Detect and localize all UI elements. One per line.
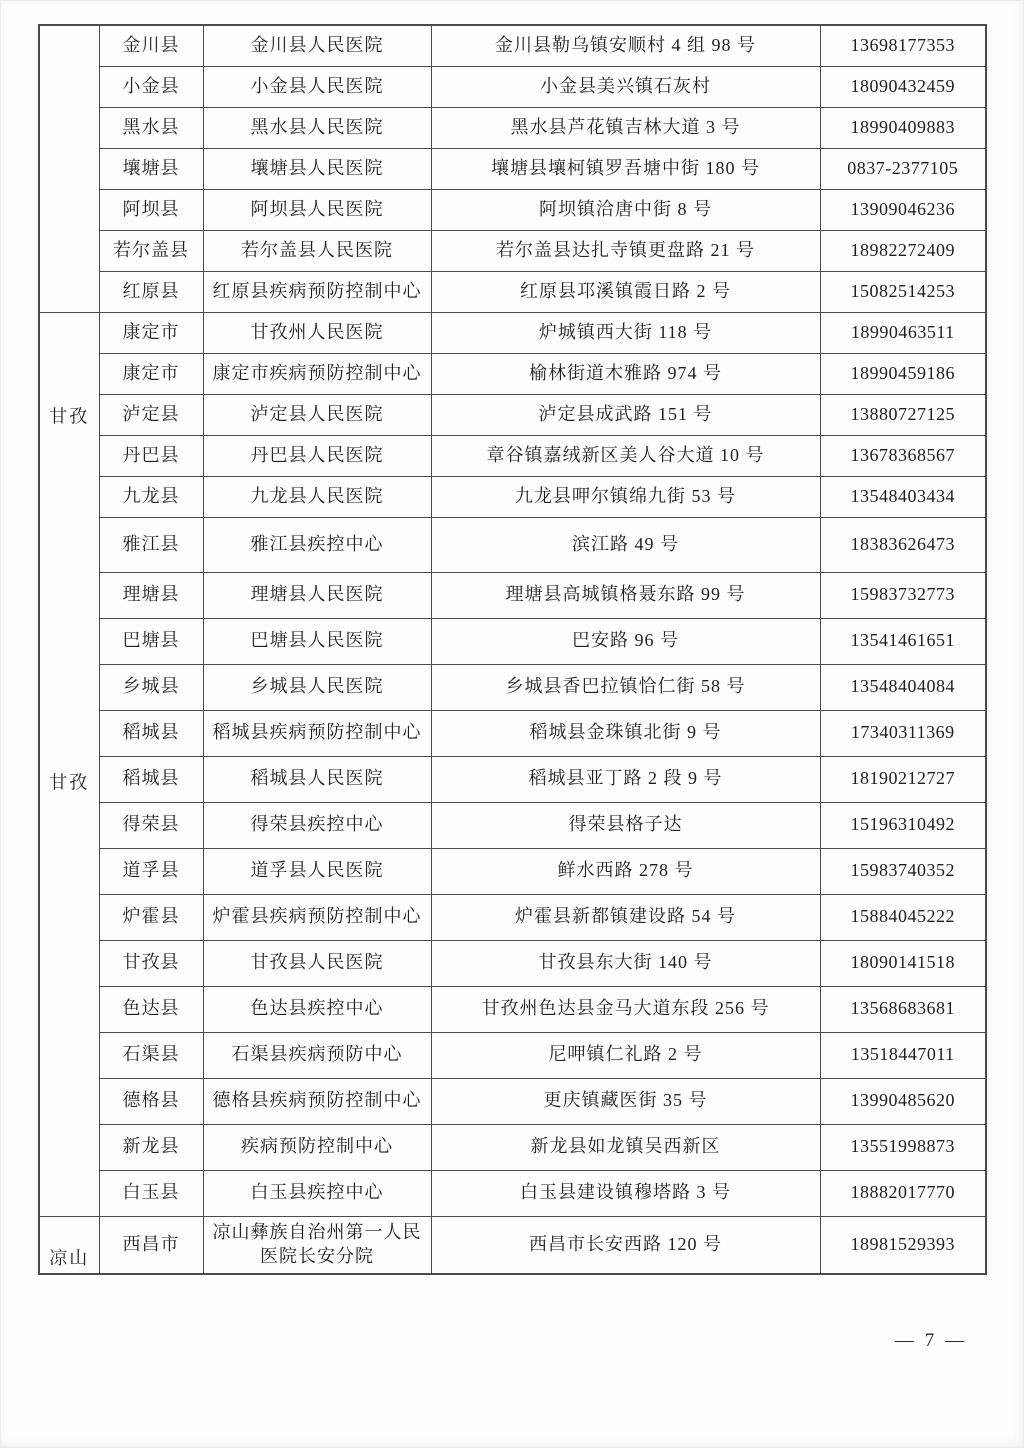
address-cell: 泸定县成武路 151 号	[431, 394, 820, 435]
phone-cell: 13541461651	[820, 618, 986, 664]
phone-cell: 18383626473	[820, 517, 986, 572]
institution-cell: 理塘县人民医院	[203, 572, 431, 618]
address-cell: 巴安路 96 号	[431, 618, 820, 664]
institution-cell: 若尔盖县人民医院	[203, 230, 431, 271]
institution-cell: 小金县人民医院	[203, 66, 431, 107]
table-row	[39, 271, 986, 312]
phone-cell: 18981529393	[820, 1216, 986, 1274]
county-cell: 色达县	[99, 986, 203, 1032]
prefecture-label-wrap	[40, 1217, 99, 1274]
phone-cell: 13551998873	[820, 1124, 986, 1170]
table-row	[39, 572, 986, 618]
table-row	[39, 986, 986, 1032]
contact-table	[38, 24, 987, 1275]
county-cell: 康定市	[99, 312, 203, 353]
address-cell: 榆林街道木雅路 974 号	[431, 353, 820, 394]
phone-cell: 13698177353	[820, 25, 986, 66]
table-row	[39, 476, 986, 517]
page-number	[856, 1330, 1006, 1352]
table-row	[39, 107, 986, 148]
table-row	[39, 1078, 986, 1124]
table-row	[39, 1170, 986, 1216]
table-row	[39, 394, 986, 435]
institution-cell: 得荣县疾控中心	[203, 802, 431, 848]
county-cell: 得荣县	[99, 802, 203, 848]
institution-cell: 阿坝县人民医院	[203, 189, 431, 230]
county-cell: 炉霍县	[99, 894, 203, 940]
phone-cell: 13568683681	[820, 986, 986, 1032]
prefecture-cell	[39, 1216, 99, 1274]
prefecture-label-wrap	[40, 313, 99, 1216]
phone-cell: 0837-2377105	[820, 148, 986, 189]
table-row	[39, 189, 986, 230]
table-row	[39, 148, 986, 189]
institution-cell: 稻城县人民医院	[203, 756, 431, 802]
prefecture-cell	[39, 312, 99, 1216]
institution-cell: 石渠县疾病预防中心	[203, 1032, 431, 1078]
county-cell: 若尔盖县	[99, 230, 203, 271]
institution-cell: 德格县疾病预防控制中心	[203, 1078, 431, 1124]
prefecture-label: 甘孜	[49, 406, 90, 427]
phone-cell: 13548403434	[820, 476, 986, 517]
county-cell: 丹巴县	[99, 435, 203, 476]
address-cell: 若尔盖县达扎寺镇更盘路 21 号	[431, 230, 820, 271]
prefecture-label: 凉山	[49, 1247, 90, 1268]
address-cell: 西昌市长安西路 120 号	[431, 1216, 820, 1274]
address-cell: 乡城县香巴拉镇恰仁街 58 号	[431, 664, 820, 710]
address-cell: 更庆镇藏医街 35 号	[431, 1078, 820, 1124]
table-row	[39, 1216, 986, 1274]
address-cell: 新龙县如龙镇吴西新区	[431, 1124, 820, 1170]
institution-cell: 疾病预防控制中心	[203, 1124, 431, 1170]
table-row	[39, 802, 986, 848]
county-cell: 阿坝县	[99, 189, 203, 230]
county-cell: 九龙县	[99, 476, 203, 517]
table-row	[39, 618, 986, 664]
table-row	[39, 25, 986, 66]
phone-cell: 15082514253	[820, 271, 986, 312]
phone-cell: 13548404084	[820, 664, 986, 710]
address-cell: 炉城镇西大街 118 号	[431, 312, 820, 353]
address-cell: 炉霍县新都镇建设路 54 号	[431, 894, 820, 940]
address-cell: 稻城县金珠镇北街 9 号	[431, 710, 820, 756]
phone-cell: 15884045222	[820, 894, 986, 940]
county-cell: 巴塘县	[99, 618, 203, 664]
county-cell: 白玉县	[99, 1170, 203, 1216]
institution-cell: 炉霍县疾病预防控制中心	[203, 894, 431, 940]
address-cell: 金川县勒乌镇安顺村 4 组 98 号	[431, 25, 820, 66]
institution-cell: 巴塘县人民医院	[203, 618, 431, 664]
page-number-text: — 7 —	[895, 1330, 967, 1351]
institution-cell: 九龙县人民医院	[203, 476, 431, 517]
institution-cell: 稻城县疾病预防控制中心	[203, 710, 431, 756]
county-cell: 红原县	[99, 271, 203, 312]
county-cell: 壤塘县	[99, 148, 203, 189]
table-row	[39, 230, 986, 271]
institution-cell: 黑水县人民医院	[203, 107, 431, 148]
table-row	[39, 664, 986, 710]
institution-cell: 金川县人民医院	[203, 25, 431, 66]
prefecture-label: 甘孜	[49, 772, 90, 793]
county-cell: 黑水县	[99, 107, 203, 148]
phone-cell: 18982272409	[820, 230, 986, 271]
address-cell: 理塘县高城镇格聂东路 99 号	[431, 572, 820, 618]
table-row	[39, 756, 986, 802]
institution-cell: 色达县疾控中心	[203, 986, 431, 1032]
table-row	[39, 940, 986, 986]
institution-cell: 白玉县疾控中心	[203, 1170, 431, 1216]
institution-cell: 乡城县人民医院	[203, 664, 431, 710]
table-section-1	[39, 312, 986, 1216]
phone-cell: 15196310492	[820, 802, 986, 848]
table-section-2	[39, 1216, 986, 1274]
phone-cell: 17340311369	[820, 710, 986, 756]
table-row	[39, 848, 986, 894]
address-cell: 红原县邛溪镇霞日路 2 号	[431, 271, 820, 312]
institution-cell: 丹巴县人民医院	[203, 435, 431, 476]
table-row	[39, 710, 986, 756]
county-cell: 乡城县	[99, 664, 203, 710]
phone-cell: 15983740352	[820, 848, 986, 894]
address-cell: 阿坝镇洽唐中街 8 号	[431, 189, 820, 230]
county-cell: 德格县	[99, 1078, 203, 1124]
phone-cell: 15983732773	[820, 572, 986, 618]
county-cell: 小金县	[99, 66, 203, 107]
table-row	[39, 312, 986, 353]
institution-cell: 康定市疾病预防控制中心	[203, 353, 431, 394]
address-cell: 鲜水西路 278 号	[431, 848, 820, 894]
phone-cell: 18090141518	[820, 940, 986, 986]
phone-cell: 18882017770	[820, 1170, 986, 1216]
county-cell: 新龙县	[99, 1124, 203, 1170]
county-cell: 理塘县	[99, 572, 203, 618]
institution-cell: 壤塘县人民医院	[203, 148, 431, 189]
address-cell: 甘孜县东大街 140 号	[431, 940, 820, 986]
address-cell: 壤塘县壤柯镇罗吾塘中街 180 号	[431, 148, 820, 189]
phone-cell: 18990459186	[820, 353, 986, 394]
institution-cell: 甘孜县人民医院	[203, 940, 431, 986]
table-row	[39, 1124, 986, 1170]
county-cell: 雅江县	[99, 517, 203, 572]
county-cell: 石渠县	[99, 1032, 203, 1078]
phone-cell: 13678368567	[820, 435, 986, 476]
phone-cell: 13990485620	[820, 1078, 986, 1124]
phone-cell: 18190212727	[820, 756, 986, 802]
table-row	[39, 353, 986, 394]
institution-cell: 甘孜州人民医院	[203, 312, 431, 353]
address-cell: 滨江路 49 号	[431, 517, 820, 572]
county-cell: 稻城县	[99, 756, 203, 802]
institution-cell: 雅江县疾控中心	[203, 517, 431, 572]
table-section-0	[39, 25, 986, 312]
table-row	[39, 517, 986, 572]
county-cell: 康定市	[99, 353, 203, 394]
phone-cell: 13909046236	[820, 189, 986, 230]
address-cell: 黑水县芦花镇吉林大道 3 号	[431, 107, 820, 148]
county-cell: 甘孜县	[99, 940, 203, 986]
address-cell: 甘孜州色达县金马大道东段 256 号	[431, 986, 820, 1032]
phone-cell: 18990409883	[820, 107, 986, 148]
address-cell: 尼呷镇仁礼路 2 号	[431, 1032, 820, 1078]
prefecture-cell	[39, 25, 99, 312]
prefecture-label-wrap	[40, 26, 99, 312]
institution-cell: 道孚县人民医院	[203, 848, 431, 894]
phone-cell: 13518447011	[820, 1032, 986, 1078]
county-cell: 金川县	[99, 25, 203, 66]
phone-cell: 18090432459	[820, 66, 986, 107]
address-cell: 九龙县呷尔镇绵九街 53 号	[431, 476, 820, 517]
phone-cell: 18990463511	[820, 312, 986, 353]
table-row	[39, 894, 986, 940]
institution-cell: 红原县疾病预防控制中心	[203, 271, 431, 312]
institution-cell: 泸定县人民医院	[203, 394, 431, 435]
address-cell: 白玉县建设镇穆塔路 3 号	[431, 1170, 820, 1216]
county-cell: 泸定县	[99, 394, 203, 435]
address-cell: 章谷镇嘉绒新区美人谷大道 10 号	[431, 435, 820, 476]
table-row	[39, 435, 986, 476]
institution-cell: 凉山彝族自治州第一人民医院长安分院	[203, 1216, 431, 1274]
county-cell: 稻城县	[99, 710, 203, 756]
address-cell: 小金县美兴镇石灰村	[431, 66, 820, 107]
county-cell: 西昌市	[99, 1216, 203, 1274]
address-cell: 稻城县亚丁路 2 段 9 号	[431, 756, 820, 802]
county-cell: 道孚县	[99, 848, 203, 894]
table-row	[39, 1032, 986, 1078]
address-cell: 得荣县格子达	[431, 802, 820, 848]
phone-cell: 13880727125	[820, 394, 986, 435]
table-row	[39, 66, 986, 107]
